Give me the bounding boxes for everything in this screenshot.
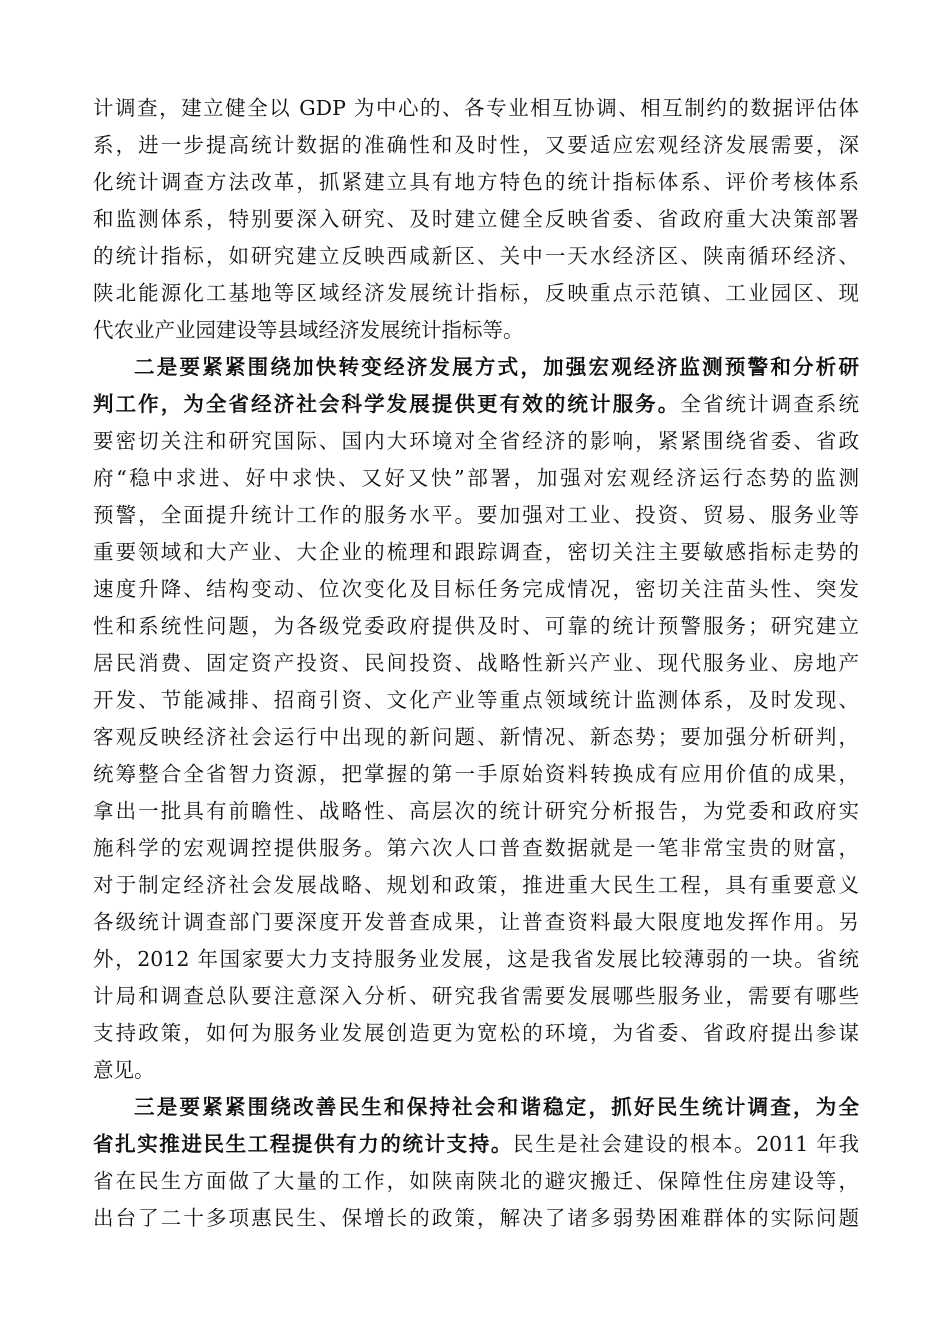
text-line: 外，2012 年国家要大力支持服务业发展，这是我省发展比较薄弱的一块。省统 (93, 947, 859, 971)
text-line: 开发、节能减排、招商引资、文化产业等重点领域统计监测体系，及时发现、 (93, 688, 859, 712)
text-line: 预警，全面提升统计工作的服务水平。要加强对工业、投资、贸易、服务业等 (93, 503, 859, 527)
paragraph-3 (93, 1089, 859, 1237)
text-line: 性和系统性问题，为各级党委政府提供及时、可靠的统计预警服务；研究建立 (93, 614, 859, 638)
text-line: 代农业产业园建设等县域经济发展统计指标等。 (93, 318, 524, 342)
body-text: 全省统计调查系统 (680, 392, 860, 416)
text-line: 重要领域和大产业、大企业的梳理和跟踪调查，密切关注主要敏感指标走势的 (93, 540, 859, 564)
document-page (93, 90, 859, 1237)
text-line: 计局和调查总队要注意深入分析、研究我省需要发展哪些服务业，需要有哪些 (93, 984, 859, 1008)
text-line: 居民消费、固定资产投资、民间投资、战略性新兴产业、现代服务业、房地产 (93, 651, 859, 675)
text-line: 要密切关注和研究国际、国内大环境对全省经济的影响，紧紧围绕省委、省政 (93, 429, 859, 453)
bold-heading-text: 判工作，为全省经济社会科学发展提供更有效的统计服务。 (93, 392, 681, 416)
paragraph-1 (93, 90, 859, 349)
text-line: 意见。 (93, 1058, 155, 1082)
body-text: 民生是社会建设的根本。2011 年我 (512, 1132, 860, 1156)
mixed-line (93, 386, 859, 423)
text-line: 的统计指标，如研究建立反映西咸新区、关中一天水经济区、陕南循环经济、 (93, 244, 859, 268)
text-line: 施科学的宏观调控提供服务。第六次人口普查数据就是一笔非常宝贵的财富， (93, 836, 859, 860)
bold-heading-text: 省扎实推进民生工程提供有力的统计支持。 (93, 1132, 513, 1156)
text-line: 对于制定经济社会发展战略、规划和政策，推进重大民生工程，具有重要意义 (93, 873, 859, 897)
bold-heading-line: 三是要紧紧围绕改善民生和保持社会和谐稳定，抓好民生统计调查，为全 (134, 1095, 859, 1119)
text-line: 府“稳中求进、好中求快、又好又快”部署，加强对宏观经济运行态势的监测 (93, 466, 859, 490)
text-line: 速度升降、结构变动、位次变化及目标任务完成情况，密切关注苗头性、突发 (93, 577, 859, 601)
text-line: 计调查，建立健全以 GDP 为中心的、各专业相互协调、相互制约的数据评估体 (93, 96, 859, 120)
text-line: 拿出一批具有前瞻性、战略性、高层次的统计研究分析报告，为党委和政府实 (93, 799, 859, 823)
text-line: 出台了二十多项惠民生、保增长的政策，解决了诸多弱势困难群体的实际问题 (93, 1206, 859, 1230)
paragraph-2 (93, 349, 859, 1089)
bold-heading-line: 二是要紧紧围绕加快转变经济发展方式，加强宏观经济监测预警和分析研 (134, 355, 859, 379)
text-line: 陕北能源化工基地等区域经济发展统计指标，反映重点示范镇、工业园区、现 (93, 281, 859, 305)
text-line: 支持政策，如何为服务业发展创造更为宽松的环境，为省委、省政府提出参谋 (93, 1021, 859, 1045)
text-line: 化统计调查方法改革，抓紧建立具有地方特色的统计指标体系、评价考核体系 (93, 170, 859, 194)
text-line: 统筹整合全省智力资源，把掌握的第一手原始资料转换成有应用价值的成果， (93, 762, 859, 786)
text-line: 各级统计调查部门要深度开发普查成果，让普查资料最大限度地发挥作用。另 (93, 910, 859, 934)
text-line: 系，进一步提高统计数据的准确性和及时性，又要适应宏观经济发展需要，深 (93, 133, 859, 157)
text-line: 省在民生方面做了大量的工作，如陕南陕北的避灾搬迁、保障性住房建设等， (93, 1169, 859, 1193)
text-line: 客观反映经济社会运行中出现的新问题、新情况、新态势；要加强分析研判， (93, 725, 859, 749)
text-line: 和监测体系，特别要深入研究、及时建立健全反映省委、省政府重大决策部署 (93, 207, 859, 231)
mixed-line (93, 1126, 859, 1163)
